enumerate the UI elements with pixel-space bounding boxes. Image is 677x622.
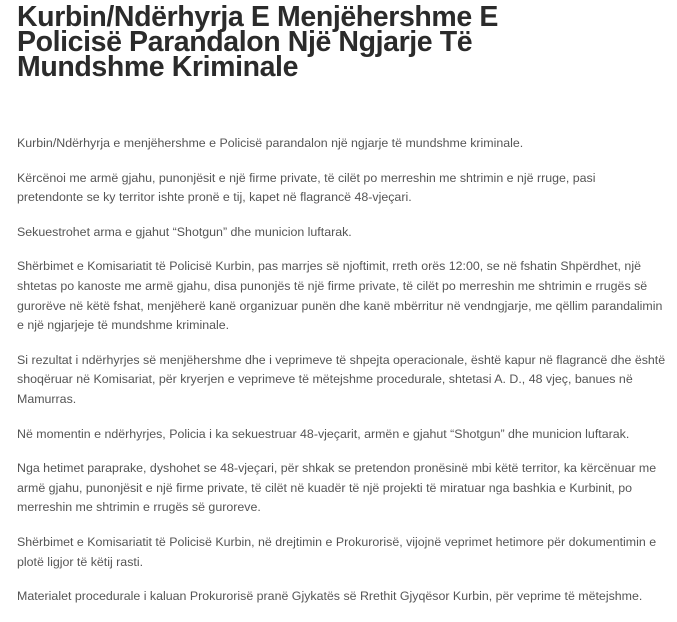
paragraph: [17, 351, 667, 410]
paragraph: [17, 134, 667, 154]
paragraph: [17, 587, 667, 607]
paragraph-line: merreshin me shtrimin e rrugës së guroreve.: [17, 500, 261, 515]
paragraph-line: Nga hetimet paraprake, dyshohet se 48-vjeçari, për shkak se pretendon pronësinë mbi këtë territor, ka kërcënuar me: [17, 461, 657, 476]
paragraph-line: Shërbimet e Komisariatit të Policisë Kurbin, në drejtimin e Prokurorisë, vijojnë veprimet hetimore për dokumentimin e: [17, 534, 657, 549]
paragraph-line: Kurbin/Ndërhyrja e menjëhershme e Policisë parandalon një ngjarje të mundshme kriminale.: [17, 136, 524, 150]
paragraph-line: Sekuestrohet arma e gjahut “Shotgun” dhe municion luftarak.: [17, 224, 352, 239]
paragraph-line: Në momentin e ndërhyrjes, Policia i ka sekuestruar 48-vjeçarit, armën e gjahut “Shotgun” dhe municion luftarak.: [17, 426, 630, 441]
paragraph-line: armë gjahu, punonjësit e një firme private, të cilët në kuadër të një projekti të miratuar nga bashkia e Kurbinit, po: [17, 480, 633, 495]
paragraph-line: Kërcënoi me armë gjahu, punonjësit e një firme private, të cilët po merreshin me shtrimin e një rruge, pasi: [17, 170, 596, 185]
paragraph: [17, 425, 667, 445]
paragraph: [17, 223, 667, 243]
paragraph-line: Shërbimet e Komisariatit të Policisë Kurbin, pas marrjes së njoftimit, rreth orës 12:00, se në fshatin Shpërdhet, një: [17, 259, 641, 274]
paragraph-line: shtetas po kanoste me armë gjahu, disa punonjës të një firme private, të cilët po merreshin me shtrimin e rrugës së: [17, 278, 648, 293]
paragraph: [17, 533, 667, 572]
title-line: Policisë Parandalon Një Ngjarje Të: [17, 26, 473, 58]
article-title: [17, 0, 667, 83]
title-line: Mundshme Kriminale: [17, 51, 299, 83]
paragraph-line: Si rezultat i ndërhyrjes së menjëhershme dhe i veprimeve të shpejta operacionale, është kapur në flagrancë dhe është: [17, 352, 666, 367]
article-body: [17, 134, 667, 607]
paragraph-line: Mamurras.: [17, 391, 77, 406]
paragraph-line: e një ngjarjeje të mundshme kriminale.: [17, 318, 230, 333]
paragraph: [17, 459, 667, 518]
article: [17, 0, 667, 622]
paragraph: [17, 257, 667, 335]
paragraph-line: plotë ligjor të këtij rasti.: [17, 554, 144, 569]
paragraph: [17, 169, 667, 208]
paragraph-line: pretendonte se ky territor ishte pronë e tij, kapet në flagrancë 48-vjeçari.: [17, 190, 412, 205]
paragraph-line: Materialet procedurale i kaluan Prokurorisë pranë Gjykatës së Rrethit Gjyqësor Kurbin, për veprime të mëtejshme.: [17, 589, 643, 604]
paragraph-line: shoqëruar në Komisariat, për kryerjen e veprimeve të mëtejshme procedurale, shtetasi A. D., 48 vjeç, banues në: [17, 372, 633, 387]
title-line: Kurbin/Ndërhyrja E Menjëhershme E: [17, 1, 498, 33]
paragraph-line: gurorëve në këtë fshat, menjëherë kanë organizuar punën dhe kanë mbërritur në vendngjarje, me qëllim parandalimin: [17, 298, 663, 313]
